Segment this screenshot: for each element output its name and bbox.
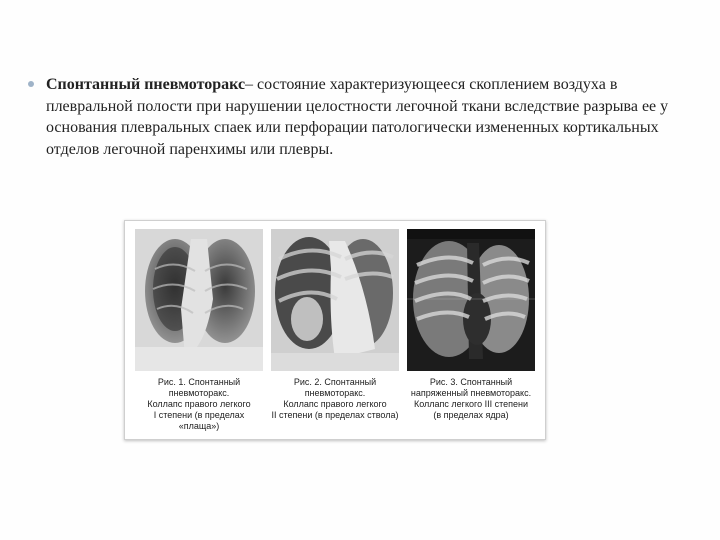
- caption-line: Коллапс легкого III степени: [413, 399, 528, 409]
- caption-line: пневмоторакс.: [168, 388, 230, 398]
- chest-xray-image: [135, 229, 263, 371]
- figure-panel-1: [135, 229, 263, 429]
- caption-line: Рис. 3. Спонтанный: [429, 377, 513, 387]
- caption-line: Коллапс правого легкого: [283, 399, 387, 409]
- caption-line: I степени (в пределах «плаща»): [153, 410, 245, 431]
- definition-body: – состояние характеризующееся скоплением воздуха в плевральной полости при нарушении целостности легочной ткани вследствие разрыва ее у основания плевральных спаек или перфорации патологически измененных кортикальных отделов легочной паренхимы или плевры.: [46, 76, 669, 158]
- definition-term: Спонтанный пневмоторакс: [46, 76, 246, 93]
- figure-2-caption: [271, 377, 399, 421]
- figure-3-caption: [407, 377, 535, 421]
- chest-xray-negative-image: [407, 229, 535, 371]
- figure-panel-3: [407, 229, 535, 429]
- caption-line: (в пределах ядра): [433, 410, 509, 420]
- bullet-dot-icon: [28, 81, 34, 87]
- caption-line: пневмоторакс.: [304, 388, 366, 398]
- xray-figure: [124, 220, 546, 440]
- definition-text: [46, 74, 686, 160]
- caption-line: Рис. 2. Спонтанный: [293, 377, 377, 387]
- figure-panel-2: [271, 229, 399, 429]
- caption-line: II степени (в пределах ствола): [271, 410, 399, 420]
- figure-1-caption: [135, 377, 263, 432]
- caption-line: Коллапс правого легкого: [147, 399, 251, 409]
- caption-line: напряженный пневмоторакс.: [410, 388, 532, 398]
- chest-xray-image: [271, 229, 399, 371]
- definition-bullet: [26, 74, 686, 160]
- caption-line: Рис. 1. Спонтанный: [157, 377, 241, 387]
